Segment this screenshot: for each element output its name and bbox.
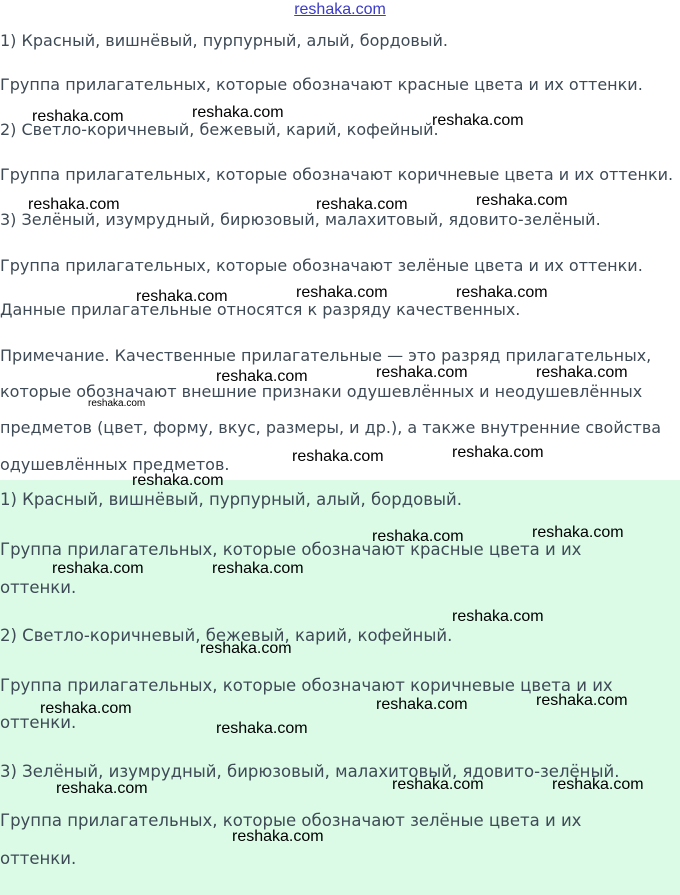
watermark: reshaka.com [32, 108, 124, 125]
watermark: reshaka.com [216, 368, 308, 385]
watermark: reshaka.com [432, 112, 524, 129]
watermark: reshaka.com [316, 196, 408, 213]
watermark: reshaka.com [536, 364, 628, 381]
watermark: reshaka.com [532, 524, 624, 541]
paragraph: Группа прилагательных, которые обозначают коричневые цвета и их [0, 676, 613, 695]
watermark: reshaka.com [28, 196, 120, 213]
list-item: 2) Светло-коричневый, бежевый, карий, кофейный. [0, 120, 439, 139]
watermark: reshaka.com [212, 560, 304, 577]
watermark: reshaka.com [476, 192, 568, 209]
site-link[interactable]: reshaka.com [294, 1, 386, 18]
paragraph: Группа прилагательных, которые обозначают зелёные цвета и их оттенки. [0, 256, 643, 275]
paragraph: оттенки. [0, 849, 77, 868]
paragraph: Группа прилагательных, которые обозначают красные цвета и их [0, 540, 582, 559]
paragraph: Группа прилагательных, которые обозначают красные цвета и их оттенки. [0, 75, 643, 94]
watermark: reshaka.com [52, 560, 144, 577]
watermark: reshaka.com [132, 472, 224, 489]
watermark: reshaka.com [536, 692, 628, 709]
paragraph: оттенки. [0, 578, 77, 597]
list-item: 3) Зелёный, изумрудный, бирюзовый, малахитовый, ядовито-зелёный. [0, 762, 620, 781]
watermark: reshaka.com [88, 398, 146, 409]
watermark: reshaka.com [456, 284, 548, 301]
watermark: reshaka.com [376, 696, 468, 713]
watermark: reshaka.com [292, 448, 384, 465]
watermark: reshaka.com [452, 444, 544, 461]
watermark: reshaka.com [192, 104, 284, 121]
paragraph: оттенки. [0, 713, 77, 732]
watermark: reshaka.com [452, 608, 544, 625]
list-item: 1) Красный, вишнёвый, пурпурный, алый, бордовый. [0, 490, 462, 509]
watermark: reshaka.com [232, 828, 324, 845]
watermark: reshaka.com [56, 780, 148, 797]
watermark: reshaka.com [200, 640, 292, 657]
list-item: 3) Зелёный, изумрудный, бирюзовый, малахитовый, ядовито-зелёный. [0, 210, 601, 229]
watermark: reshaka.com [216, 720, 308, 737]
watermark: reshaka.com [40, 700, 132, 717]
watermark: reshaka.com [376, 364, 468, 381]
watermark: reshaka.com [372, 528, 464, 545]
paragraph: Данные прилагательные относятся к разряду качественных. [0, 300, 521, 319]
note-line: предметов (цвет, форму, вкус, размеры, и др.), а также внутренние свойства [0, 418, 662, 437]
list-item: 1) Красный, вишнёвый, пурпурный, алый, бордовый. [0, 31, 448, 50]
note-line: Примечание. Качественные прилагательные — это разряд прилагательных, [0, 346, 652, 365]
paragraph: Группа прилагательных, которые обозначают коричневые цвета и их оттенки. [0, 165, 674, 184]
watermark: reshaka.com [392, 776, 484, 793]
note-line: которые обозначают внешние признаки одушевлённых и неодушевлённых [0, 382, 643, 401]
paragraph: Группа прилагательных, которые обозначают зелёные цвета и их [0, 811, 582, 830]
list-item: 2) Светло-коричневый, бежевый, карий, кофейный. [0, 626, 453, 645]
watermark: reshaka.com [136, 288, 228, 305]
watermark: reshaka.com [552, 776, 644, 793]
note-line: одушевлённых предметов. [0, 455, 230, 474]
watermark: reshaka.com [296, 284, 388, 301]
